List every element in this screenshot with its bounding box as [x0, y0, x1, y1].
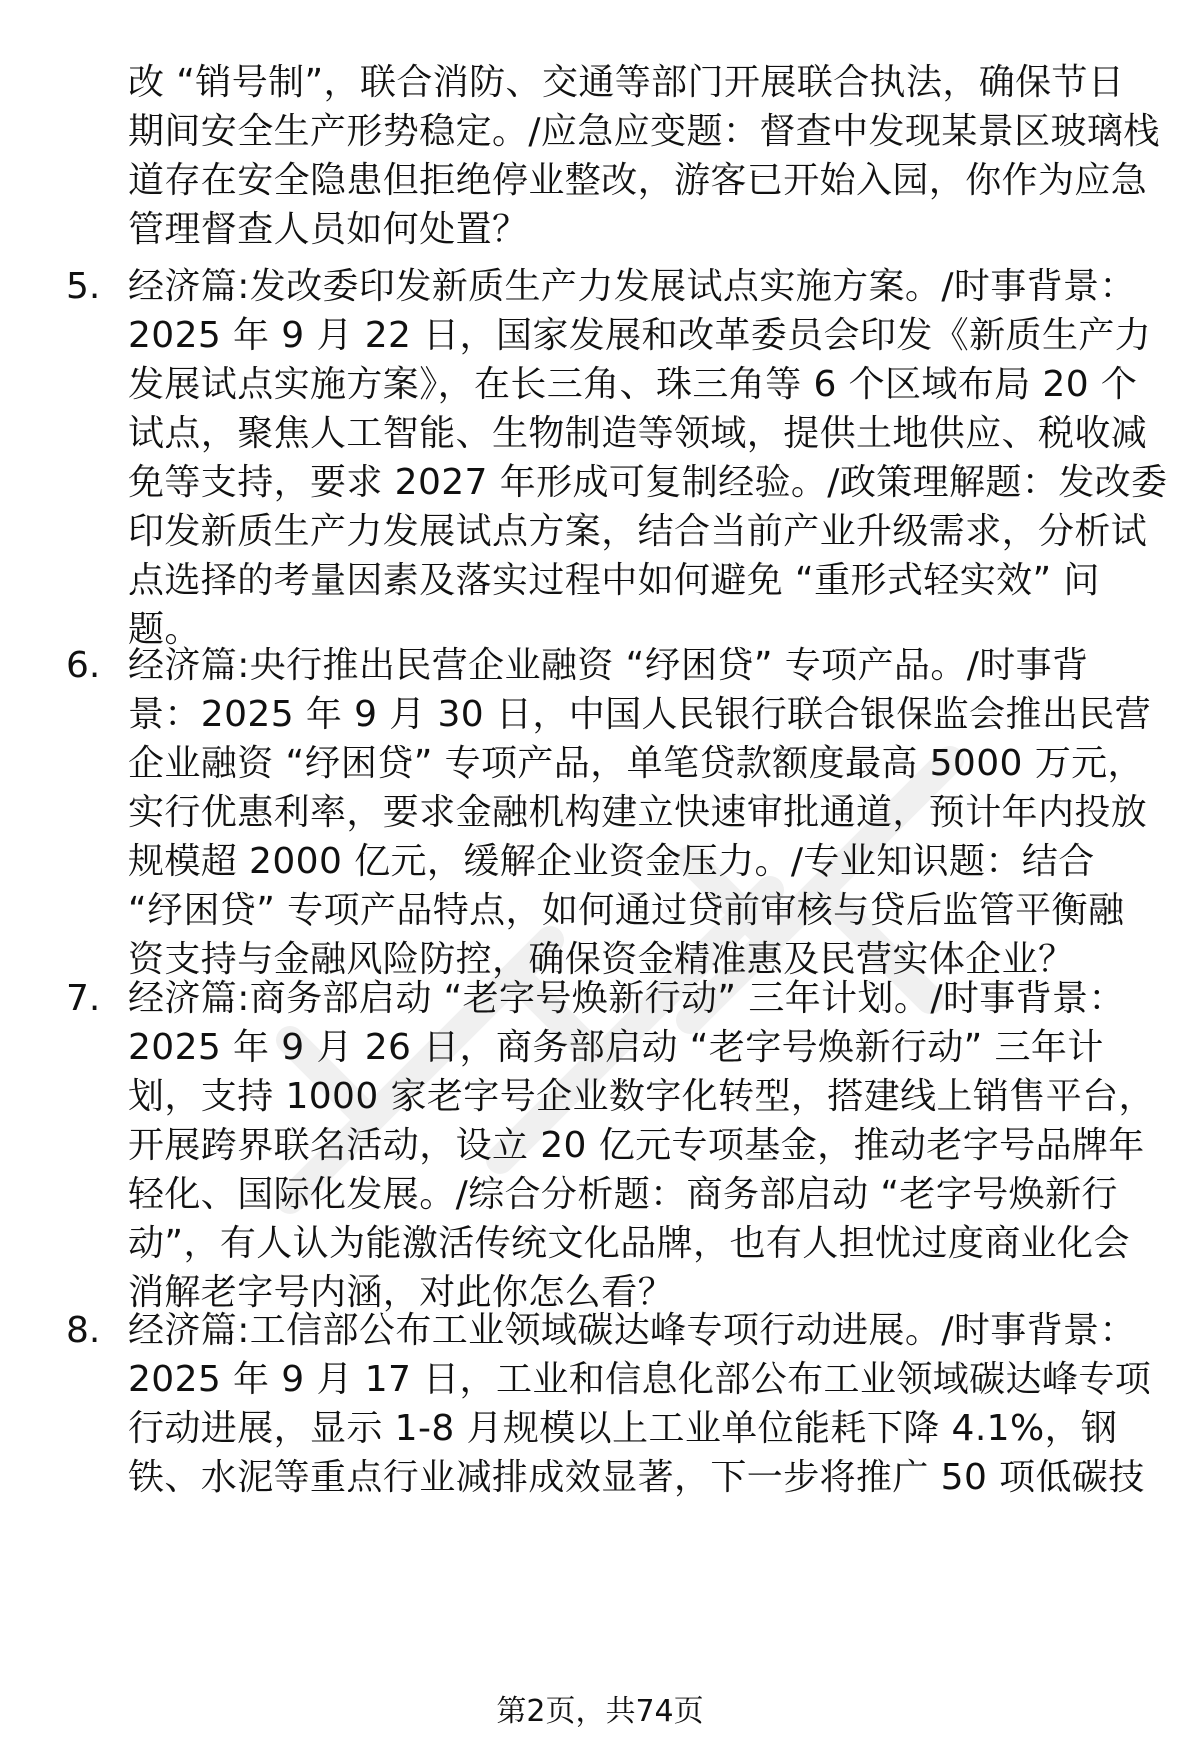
- text-line: 动”，有人认为能激活传统文化品牌，也有人担忧过度商业化会: [128, 1223, 1130, 1264]
- text-line: “纾困贷” 专项产品特点，如何通过贷前审核与贷后监管平衡融: [128, 890, 1125, 931]
- text-line: 企业融资 “纾困贷” 专项产品，单笔贷款额度最高 5000 万元，: [128, 743, 1144, 784]
- item-number: 7.: [66, 978, 101, 1019]
- page-number-label: 第2页，共74页: [496, 1694, 704, 1729]
- text-line: 经济篇:工信部公布工业领域碳达峰专项行动进展。/时事背景：: [128, 1310, 1136, 1351]
- text-line: 划，支持 1000 家老字号企业数字化转型，搭建线上销售平台，: [128, 1076, 1155, 1117]
- text-line: 消解老字号内涵，对此你怎么看？: [128, 1272, 675, 1313]
- continued-paragraph: [128, 58, 1160, 254]
- text-line: 印发新质生产力发展试点方案，结合当前产业升级需求，分析试: [128, 511, 1148, 552]
- text-line: 试点，聚焦人工智能、生物制造等领域，提供土地供应、税收减: [128, 413, 1148, 454]
- text-line: 开展跨界联名活动，设立 20 亿元专项基金，推动老字号品牌年: [128, 1125, 1145, 1166]
- item-number: 6.: [66, 645, 101, 686]
- list-item: [128, 1306, 1151, 1502]
- text-line: 景：2025 年 9 月 30 日，中国人民银行联合银保监会推出民营: [128, 694, 1152, 735]
- text-line: 经济篇:商务部启动 “老字号焕新行动” 三年计划。/时事背景：: [128, 978, 1125, 1019]
- text-line: 2025 年 9 月 17 日，工业和信息化部公布工业领域碳达峰专项: [128, 1359, 1152, 1400]
- list-item: [128, 262, 1167, 654]
- text-line: 资支持与金融风险防控，确保资金精准惠及民营实体企业？: [128, 939, 1075, 980]
- text-line: 铁、水泥等重点行业减排成效显著，下一步将推广 50 项低碳技: [128, 1457, 1145, 1498]
- text-line: 轻化、国际化发展。/综合分析题：商务部启动 “老字号焕新行: [128, 1174, 1118, 1215]
- text-line: 点选择的考量因素及落实过程中如何避免 “重形式轻实效” 问: [128, 560, 1100, 601]
- text-line: 行动进展，显示 1-8 月规模以上工业单位能耗下降 4.1%，钢: [128, 1408, 1118, 1449]
- list-item: [128, 974, 1155, 1317]
- text-line: 经济篇:央行推出民营企业融资 “纾困贷” 专项产品。/时事背: [128, 645, 1089, 686]
- text-line: 道存在安全隐患但拒绝停业整改，游客已开始入园，你作为应急: [128, 160, 1148, 201]
- page-footer: [0, 1692, 1200, 1732]
- text-line: 经济篇:发改委印发新质生产力发展试点实施方案。/时事背景：: [128, 266, 1136, 307]
- list-item: [128, 641, 1151, 984]
- text-line: 免等支持，要求 2027 年形成可复制经验。/政策理解题：发改委: [128, 462, 1168, 503]
- text-line: 改 “销号制”，联合消防、交通等部门开展联合执法，确保节日: [128, 62, 1125, 103]
- item-number: 8.: [66, 1310, 101, 1351]
- text-line: 管理督查人员如何处置？: [128, 209, 529, 250]
- text-line: 发展试点实施方案》，在长三角、珠三角等 6 个区域布局 20 个: [128, 364, 1138, 405]
- item-number: 5.: [66, 266, 101, 307]
- text-line: 题。: [128, 609, 201, 650]
- text-line: 实行优惠利率，要求金融机构建立快速审批通道，预计年内投放: [128, 792, 1148, 833]
- text-line: 期间安全生产形势稳定。/应急应变题：督查中发现某景区玻璃栈: [128, 111, 1160, 152]
- text-line: 规模超 2000 亿元，缓解企业资金压力。/专业知识题：结合: [128, 841, 1095, 882]
- text-line: 2025 年 9 月 22 日，国家发展和改革委员会印发《新质生产力: [128, 315, 1152, 356]
- text-line: 2025 年 9 月 26 日，商务部启动 “老字号焕新行动” 三年计: [128, 1027, 1104, 1068]
